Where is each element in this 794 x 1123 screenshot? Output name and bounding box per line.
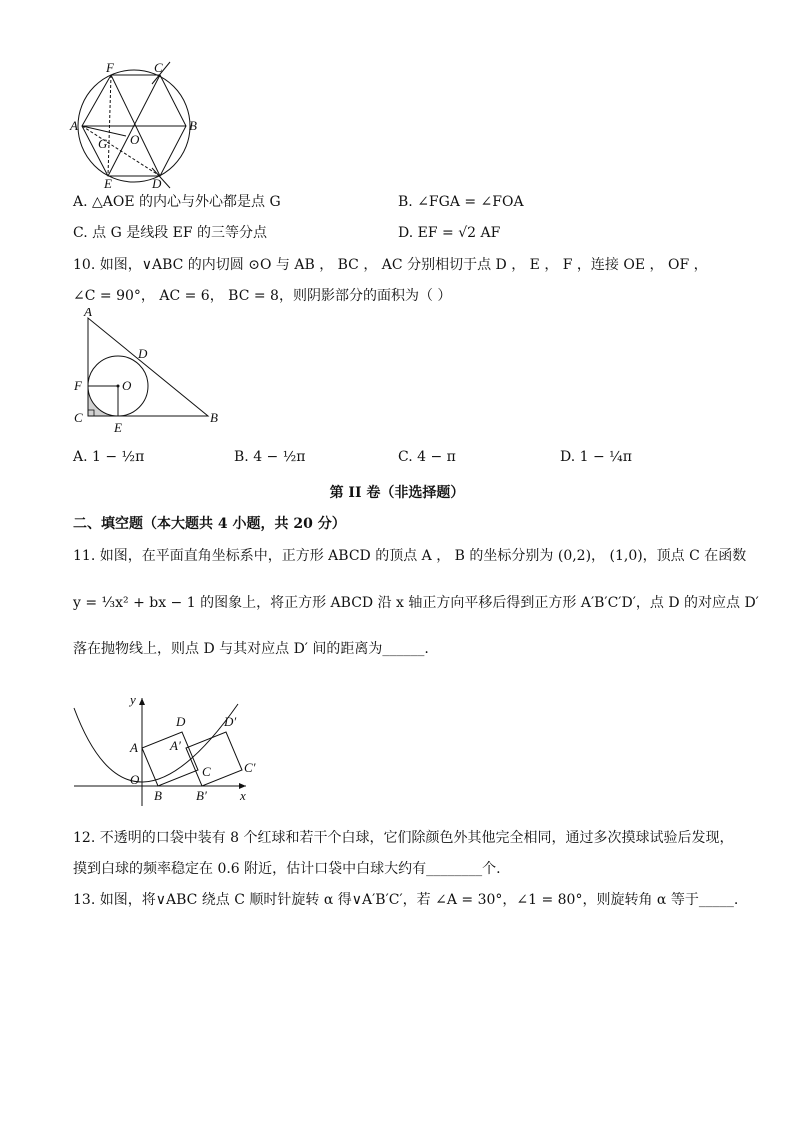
q10-stem-line2: ∠C = 90°， AC = 6， BC = 8，则阴影部分的面积为（ ） [73,288,452,304]
q10-stem-line1: 10. 如图，∨ABC 的内切圆 ⊙O 与 AB ， BC ， AC 分别相切于点 D ， E ， F ，连接 OE ， OF ， [73,257,708,273]
q10-label-E: E [114,420,122,435]
q9-line-AG [82,126,126,136]
q13-line1: 13. 如图，将∨ABC 绕点 C 顺时针旋转 α 得∨A′B′C′，若 ∠A = 30°，∠1 = 80°，则旋转角 α 等于_____. [73,892,739,908]
q12-line1: 12. 不透明的口袋中装有 8 个红球和若干个白球，它们除颜色外其他完全相同，通过多次摸球试验后发现， [73,830,734,846]
q11-y-arrow [139,698,145,705]
q9-label-E: E [104,176,112,190]
q11-line3: 落在抛物线上，则点 D 与其对应点 D′ 间的距离为______. [73,641,429,657]
q11-label-B: B [154,788,162,803]
q9-label-D: D [152,176,162,190]
q10-option-b: B. 4 − ½π [234,449,306,465]
q9-option-d: D. EF = √2 AF [398,225,501,241]
fill-in-section-heading: 二、填空题（本大题共 4 小题，共 20 分） [73,516,346,532]
q9-label-C: C [154,60,163,75]
q10-option-a: A. 1 − ½π [73,449,145,465]
q9-option-c: C. 点 G 是线段 EF 的三等分点 [73,225,268,241]
q11-label-O: O [130,772,140,787]
q9-option-b: B. ∠FGA = ∠FOA [398,194,524,210]
q9-label-B: B [189,118,197,133]
q11-label-B1: B′ [196,788,207,803]
q9-label-F: F [106,60,114,75]
q10-label-B: B [210,410,218,425]
q11-label-y: y [130,692,136,707]
q11-square-A1B1C1D1 [186,732,242,786]
q10-figure [68,308,228,436]
q10-label-C: C [74,410,83,425]
q10-label-D: D [138,346,148,361]
q10-center-dot [117,385,120,388]
q9-label-O: O [130,132,140,147]
q11-parabola [74,704,238,782]
q9-figure [66,60,206,190]
q11-label-C: C [202,764,211,779]
q11-label-D1: D′ [224,714,237,729]
q11-label-x: x [240,788,246,803]
q10-option-d: D. 1 − ¼π [560,449,632,465]
q9-label-G: G [98,136,108,151]
q11-label-D: D [176,714,186,729]
q12-line2: 摸到白球的频率稳定在 0.6 附近，估计口袋中白球大约有________个. [73,861,501,877]
q10-label-O: O [122,378,132,393]
q9-option-a: A. △AOE 的内心与外心都是点 G [73,194,281,210]
q9-label-A: A [70,118,78,133]
q11-line1: 11. 如图，在平面直角坐标系中，正方形 ABCD 的顶点 A ， B 的坐标分别为 (0,2)， (1,0)，顶点 C 在函数 [73,548,747,564]
q11-figure [68,690,268,808]
q10-label-F: F [74,378,82,393]
q11-label-A: A [130,740,138,755]
q11-label-C1: C′ [244,760,256,775]
q10-option-c: C. 4 − π [398,449,456,465]
q10-label-A: A [84,308,92,319]
q11-label-A1: A′ [170,738,181,753]
q11-line2: y = ⅓x² + bx − 1 的图象上，将正方形 ABCD 沿 x 轴正方向平移后得到正方形 A′B′C′D′，点 D 的对应点 D′ [73,595,759,611]
section-2-title: 第 II 卷（非选择题） [329,485,465,501]
